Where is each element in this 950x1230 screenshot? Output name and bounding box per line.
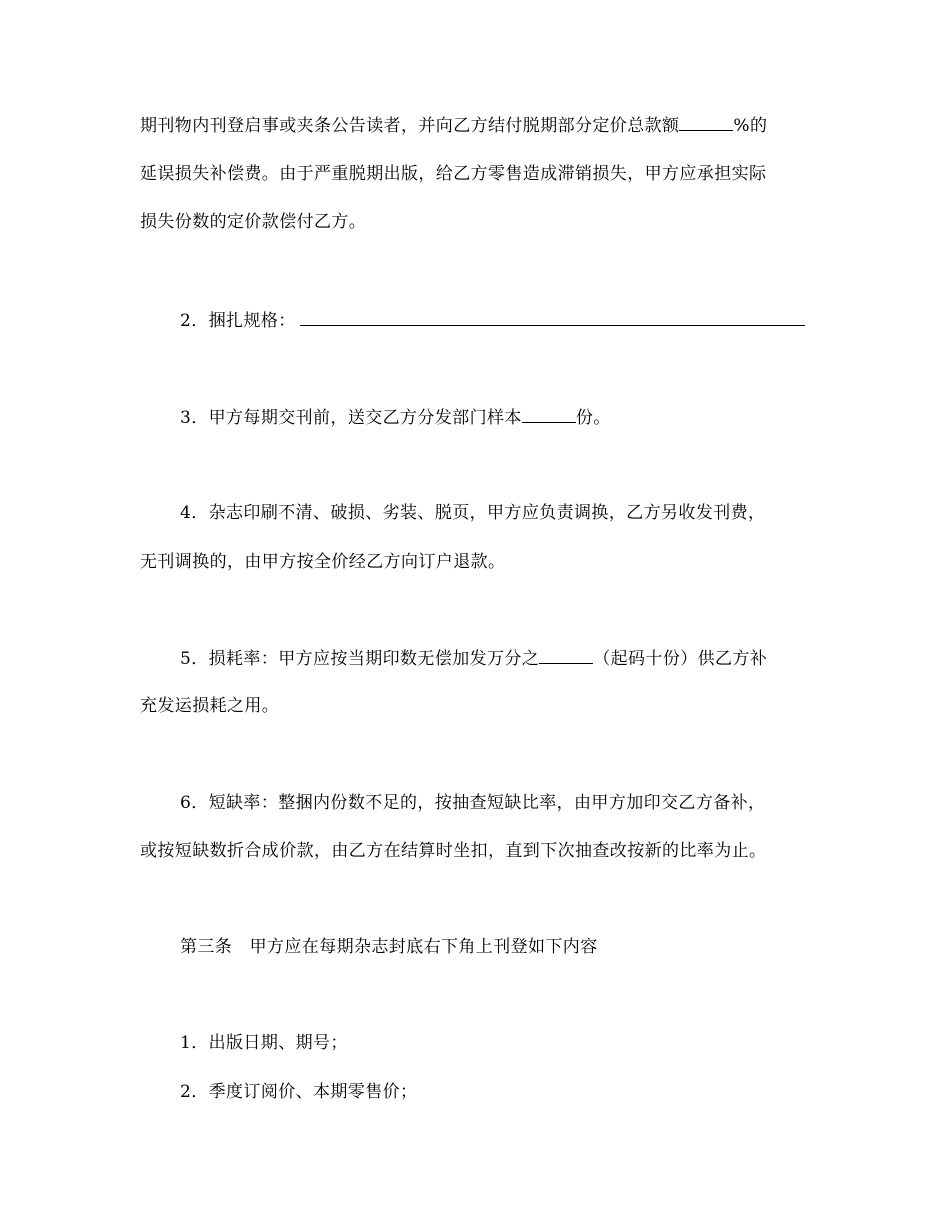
fill-in-blank-bundling-spec bbox=[300, 309, 805, 326]
item-5-line-2: 充发运损耗之用。 bbox=[140, 696, 280, 716]
text-segment: 3．甲方每期交刊前，送交乙方分发部门样本 bbox=[180, 408, 522, 428]
item-6-line-2: 或按短缺数折合成价款，由乙方在结算时坐扣，直到下次抽查改按新的比率为止。 bbox=[140, 841, 767, 861]
fill-in-blank-sample-count bbox=[522, 406, 576, 423]
paragraph-continuation-line-2: 延误损失补偿费。由于严重脱期出版，给乙方零售造成滞销损失，甲方应承担实际 bbox=[140, 164, 767, 184]
item-4-line-1: 4．杂志印刷不清、破损、劣装、脱页，甲方应负责调换，乙方另收发刊费， bbox=[180, 503, 766, 523]
item-5-line-1 bbox=[180, 647, 767, 670]
text-segment: 期刊物内刊登启事或夹条公告读者，并向乙方结付脱期部分定价总款额 bbox=[140, 116, 680, 136]
article-3-heading: 第三条 甲方应在每期杂志封底右下角上刊登如下内容 bbox=[180, 937, 598, 957]
sub-item-2: 2．季度订阅价、本期零售价； bbox=[180, 1082, 418, 1102]
fill-in-blank-percent bbox=[679, 114, 733, 131]
text-segment: %的 bbox=[733, 116, 768, 136]
text-segment: （起码十份）供乙方补 bbox=[593, 649, 768, 669]
item-6-line-1: 6．短缺率：整捆内份数不足的，按抽查短缺比率，由甲方加印交乙方备补， bbox=[180, 793, 766, 813]
sub-item-1: 1．出版日期、期号； bbox=[180, 1033, 348, 1053]
fill-in-blank-loss-rate bbox=[539, 647, 593, 664]
item-3-sample-copies bbox=[180, 406, 611, 429]
item-2-label: 2．捆扎规格： bbox=[180, 311, 296, 331]
paragraph-continuation-line-1 bbox=[140, 114, 767, 137]
text-segment: 份。 bbox=[575, 408, 611, 428]
paragraph-continuation-line-3: 损失份数的定价款偿付乙方。 bbox=[140, 212, 367, 232]
item-2-bundling-spec bbox=[180, 309, 805, 332]
item-4-line-2: 无刊调换的，由甲方按全价经乙方向订户退款。 bbox=[140, 552, 506, 572]
text-segment: 5．损耗率：甲方应按当期印数无偿加发万分之 bbox=[180, 649, 540, 669]
